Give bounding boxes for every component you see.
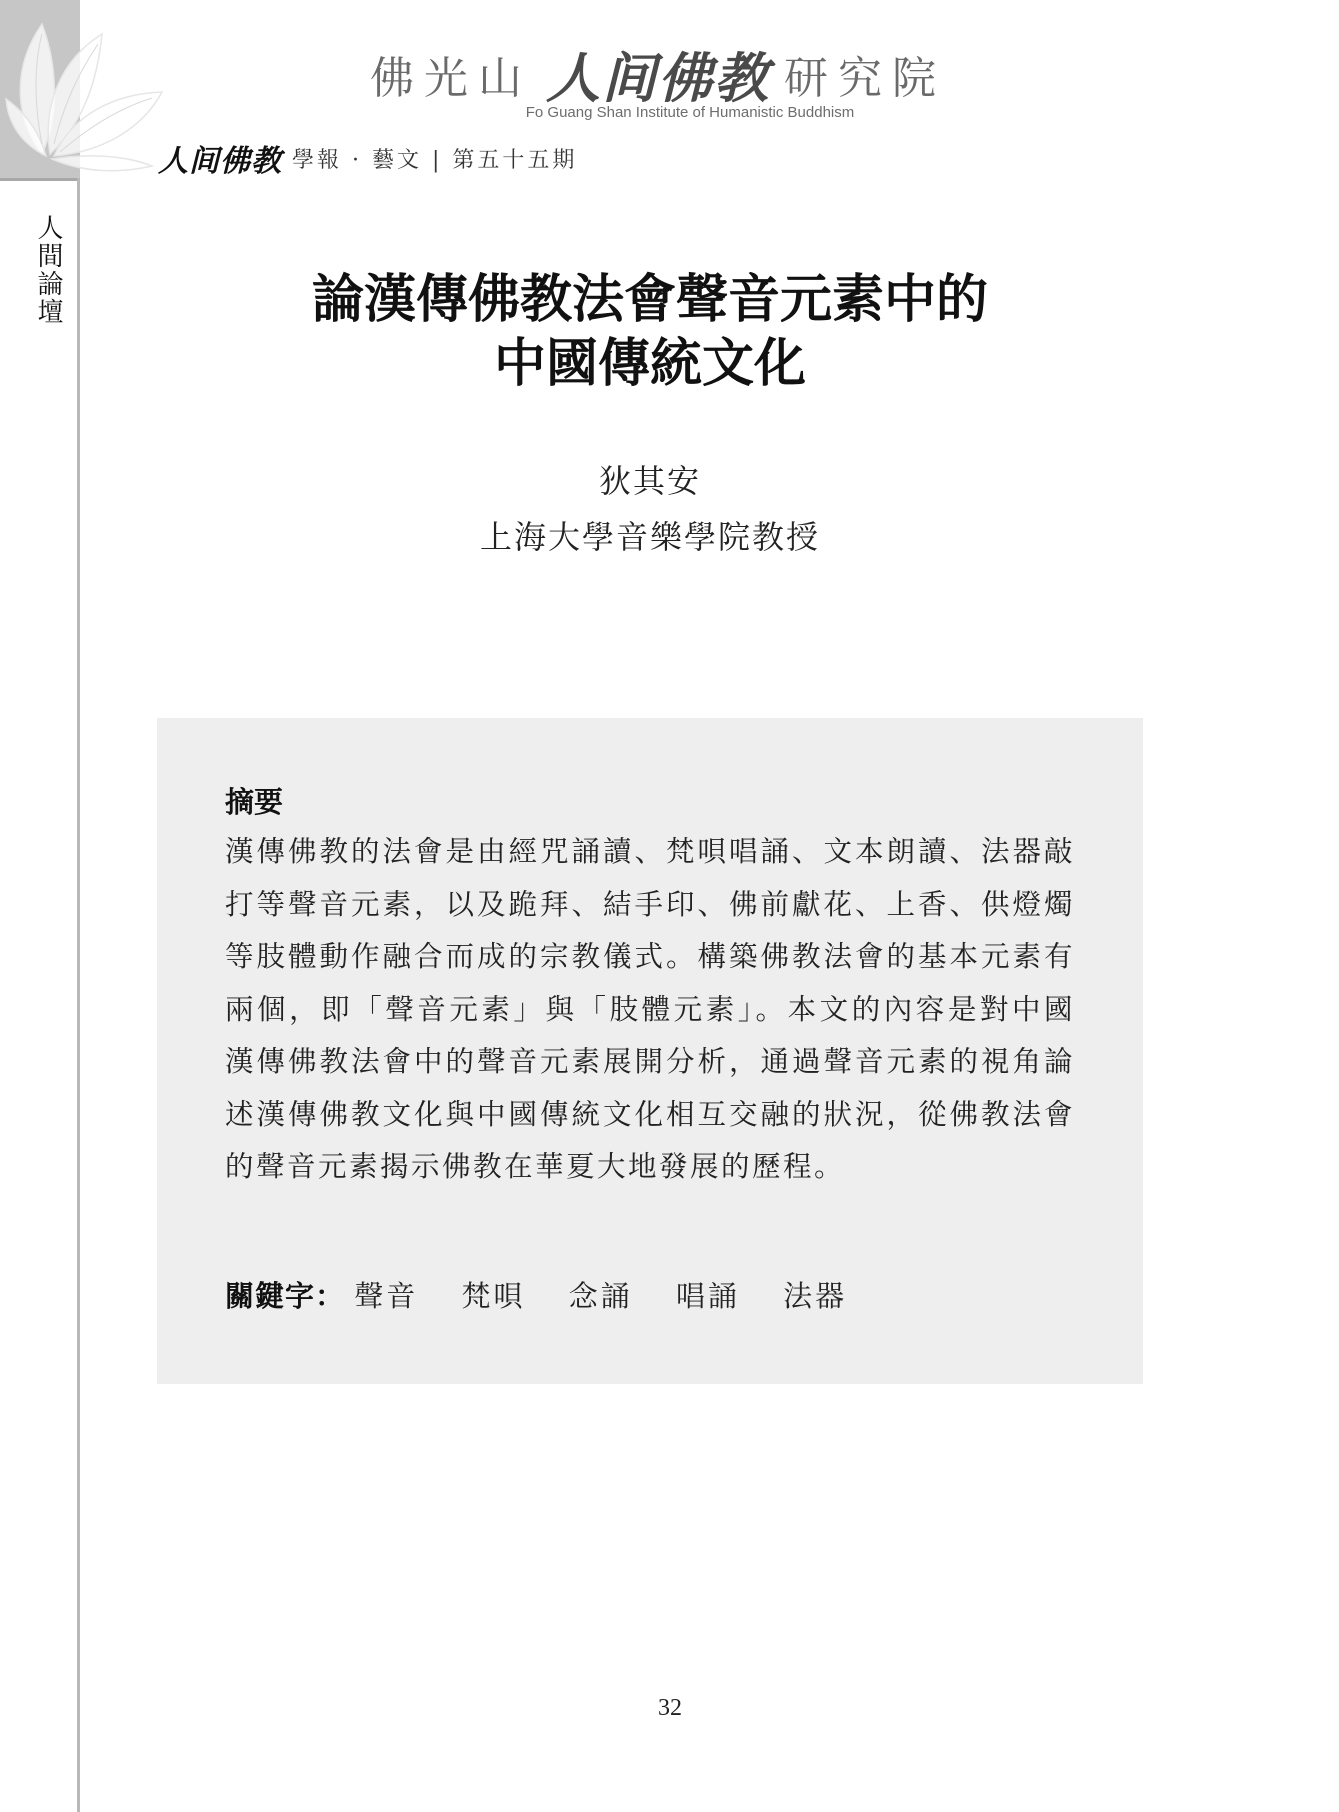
article-title-line-1: 論漢傳佛教法會聲音元素中的 [311,270,988,330]
abstract-heading: 摘要 [225,785,284,819]
corner-rule [0,178,80,181]
keywords-label: 關鍵字： [225,1279,346,1313]
institute-suffix: 研究院 [784,53,946,104]
article-title [180,268,1120,396]
institute-english-name: Fo Guang Shan Institute of Humanistic Buddhism [525,104,855,121]
institute-prefix: 佛光山 [370,53,532,104]
keyword-item: 梵唄 [461,1279,526,1313]
lotus-icon [2,4,177,179]
author-affiliation: 上海大學音樂學院教授 [479,518,820,556]
abstract-body: 漢傳佛教的法會是由經咒誦讀、梵唄唱誦、文本朗讀、法器敲打等聲音元素，以及跪拜、結手印、佛前獻花、上香、供燈燭等肢體動作融合而成的宗教儀式。構築佛教法會的基本元素有兩個，即「聲音元素」與「肢體元素」。本文的內容是對中國漢傳佛教法會中的聲音元素展開分析，通過聲音元素的視角論述漢傳佛教文化與中國傳統文化相互交融的狀況，從佛教法會的聲音元素揭示佛教在華夏大地發展的歷程。 [225,835,1075,1183]
left-margin-rule [77,178,80,1812]
keyword-item: 念誦 [568,1279,633,1313]
abstract-box [157,718,1143,1384]
side-section-label: 人間論壇 [33,214,63,326]
keywords-line [225,1274,1075,1315]
journal-issue-meta: 學報 · 藝文 | 第五十五期 [292,147,578,173]
journal-header [158,140,578,179]
institute-title [370,44,970,110]
keyword-item: 聲音 [354,1279,419,1313]
keyword-item: 唱誦 [675,1279,740,1313]
article-author: 狄其安 [598,462,701,500]
article-title-line-2: 中國傳統文化 [493,334,806,394]
page-number: 32 [658,1695,682,1721]
institute-brand-calligraphy: 人间佛教 [546,45,770,110]
journal-brand-calligraphy: 人间佛教 [158,144,282,179]
keyword-item: 法器 [783,1279,848,1313]
